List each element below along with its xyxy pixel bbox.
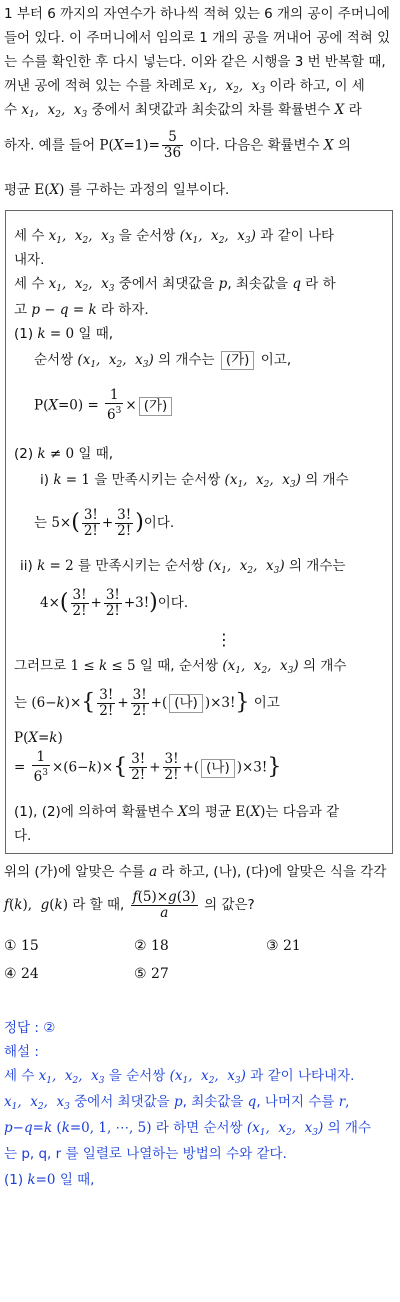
solution-line-4: 는 p, q, r 를 일렬로 나열하는 방법의 수와 같다.: [4, 1146, 287, 1162]
case-label: (1): [14, 326, 34, 342]
box-text: 는: [14, 695, 28, 711]
question-text: 위의 (가)에 알맞은 수를: [4, 864, 145, 880]
intro-text: 를 구하는 과정의 일부이다.: [68, 182, 230, 198]
box-line-1: 세 수 $x_1$, $x_2$, $x_3$ 을 순서쌍 ($x_1$, $x_2$, $x_3$) 과 같이 나타: [14, 228, 335, 246]
intro-text: 수: [4, 102, 18, 118]
intro-text: 중에서 최댓값과 최솟값의 차를 확률변수: [91, 102, 331, 118]
intro-text: 하자. 예를 들어: [4, 137, 96, 154]
intro-text: 평균: [4, 182, 31, 198]
solution-text: 의 개수: [327, 1120, 371, 1136]
box-text: 의 개수는: [288, 558, 346, 574]
case-label: i): [40, 472, 50, 488]
intro-text: 라: [348, 102, 362, 118]
box-text: 을 만족시키는 순서쌍: [94, 472, 221, 488]
box-text: 과 같이 나타: [260, 228, 335, 244]
solution-heading: 해설 :: [4, 1044, 39, 1060]
subcase-ii-line-2: 4×( $\frac{3!}{2!}$ + $\frac{3!}{2!}$ +3!)이다.: [40, 586, 189, 619]
solution-line-5: (1) k=0 일 때,: [4, 1172, 95, 1188]
box-text: 세 수: [14, 276, 45, 292]
question-text: 라 할 때,: [72, 897, 125, 913]
box-text: 일 때,: [78, 446, 114, 462]
box-text: 고: [14, 302, 28, 318]
box-text: 는: [34, 515, 48, 531]
solution-text: 을 순서쌍: [108, 1068, 166, 1084]
intro-text: 의: [337, 137, 351, 154]
case-label: (2): [14, 446, 34, 462]
intro-line-4: 꺼낸 공에 적혀 있는 수를 차례로 $x_1$, $x_2$, $x_3$ 이라 하고, 이 세: [4, 78, 365, 96]
blank-ga-box: (가): [139, 397, 173, 416]
box-line-3: 세 수 $x_1$, $x_2$, $x_3$ 중에서 최댓값을 p, 최솟값을 q 라 하: [14, 276, 336, 294]
blank-ga-box: (가): [221, 351, 255, 370]
intro-line-5: 수 $x_1$, $x_2$, $x_3$ 중에서 최댓값과 최솟값의 차를 확률변수 X 라: [4, 102, 362, 120]
expect-line-1: (1), (2)에 의하여 확률변수 X의 평균 E(X)는 다음과 같: [14, 804, 340, 820]
blank-na-box: (나): [201, 759, 235, 778]
box-text: 는 다음과 같: [265, 804, 340, 820]
answer-line: 정답 : ②: [4, 1020, 56, 1036]
box-line-2: 내자.: [14, 252, 45, 268]
solution-text: (1): [4, 1172, 24, 1188]
box-text: 이다.: [157, 595, 189, 611]
box-text: 이고,: [260, 352, 292, 368]
case-1-count: 순서쌍 ($x_1$, $x_2$, $x_3$) 의 개수는 (가) 이고,: [34, 352, 292, 370]
blank-na-box: (나): [169, 694, 203, 713]
case-1-prob: P(X=0) = $\frac{1}{6^3}$ × (가): [34, 388, 396, 423]
solution-line-3: p−q=k (k=0, 1, ⋯, 5) 라 하면 순서쌍 ($x_1$, $x_2$, $x_3$) 의 개수: [4, 1120, 371, 1138]
subcase-ii-line-1: ii) k = 2 를 만족시키는 순서쌍 ($x_1$, $x_2$, $x_3$) 의 개수는: [20, 558, 346, 576]
box-text: 세 수: [14, 228, 45, 244]
box-text: 의 개수: [305, 472, 349, 488]
solution-text: 세 수: [4, 1068, 35, 1084]
box-text: 의 개수는: [158, 352, 215, 368]
intro-line-1: 1 부터 6 까지의 자연수가 하나씩 적혀 있는 6 개의 공이 주머니에: [4, 6, 390, 22]
solution-text: 중에서 최댓값을: [74, 1094, 170, 1110]
box-text: 라 하자.: [100, 302, 149, 318]
solution-text: 라 하면 순서쌍: [155, 1120, 243, 1136]
box-text: 그러므로: [14, 658, 67, 674]
intro-line-7: 평균 E(X) 를 구하는 과정의 일부이다.: [4, 182, 230, 198]
question-text: 의 값은?: [204, 897, 255, 913]
prob-k-formula: = $\frac{1}{6^3}$ ×(6−k)×{ $\frac{3!}{2!}$ + $\frac{3!}{2!}$ +( (나) )×3!}: [14, 749, 282, 785]
solution-text: 일 때,: [59, 1172, 95, 1188]
option-3[interactable]: ③ 21: [266, 938, 301, 954]
box-text: 일 때,: [78, 326, 114, 342]
intro-text: 이라 하고, 이 세: [269, 78, 365, 94]
intro-text: 이다. 다음은 확률변수: [189, 137, 320, 154]
box-text: 라 하: [305, 276, 336, 292]
solution-line-1: 세 수 $x_1$, $x_2$, $x_3$ 을 순서쌍 ($x_1$, $x_2$, $x_3$) 과 같이 나타내자.: [4, 1068, 355, 1086]
option-5[interactable]: ⑤ 27: [134, 966, 169, 982]
intro-line-3: 는 수를 확인한 후 다시 넣는다. 이와 같은 시행을 3 번 반복할 때,: [4, 54, 386, 70]
total-line-2: 는 (6−k)×{ $\frac{3!}{2!}$ + $\frac{3!}{2!}$ +( (나) )×3!} 이고: [14, 686, 280, 719]
vertical-dots: ⋮: [216, 630, 232, 649]
option-4[interactable]: ④ 24: [4, 966, 39, 982]
box-text: 이고: [253, 695, 280, 711]
box-text: 를 만족시키는 순서쌍: [78, 558, 204, 574]
option-1[interactable]: ① 15: [4, 938, 39, 954]
intro-text: 꺼낸 공에 적혀 있는 수를 차례로: [4, 78, 195, 94]
box-text: 을 순서쌍: [118, 228, 176, 244]
question-line-1: 위의 (가)에 알맞은 수를 a 라 하고, (나), (다)에 알맞은 식을 각각: [4, 864, 387, 880]
box-text: , 최솟값을: [227, 276, 289, 292]
box-text: (1), (2)에 의하여 확률변수: [14, 804, 174, 820]
case-1-heading: (1) k = 0 일 때,: [14, 326, 114, 342]
box-line-4: 고 p − q = k 라 하자.: [14, 302, 149, 318]
case-2-heading: (2) k ≠ 0 일 때,: [14, 446, 114, 462]
box-text: 의 평균: [187, 804, 232, 820]
box-text: 이다.: [143, 515, 175, 531]
box-text: 의 개수: [302, 658, 347, 674]
solution-text: 과 같이 나타내자.: [250, 1068, 355, 1084]
solution-text: , 나머지 수를: [256, 1094, 335, 1110]
expect-line-2: 다.: [14, 828, 32, 844]
box-text: 일 때, 순서쌍: [139, 658, 219, 674]
question-line-2: f(k), g(k) 라 할 때, $\frac{f(5)\times g(3)}{a}$ 의 값은?: [4, 888, 255, 921]
prob-k-label: P(X=k): [14, 730, 63, 746]
case-label: ii): [20, 558, 33, 574]
question-text: 라 하고, (나), (다)에 알맞은 식을 각각: [161, 864, 387, 880]
solution-line-2: $x_1$, $x_2$, $x_3$ 중에서 최댓값을 p, 최솟값을 q, 나머지 수를 r,: [4, 1094, 350, 1112]
option-2[interactable]: ② 18: [134, 938, 169, 954]
subcase-i-line-2: 는 5×( $\frac{3!}{2!}$ + $\frac{3!}{2!}$ )이다.: [34, 506, 175, 539]
solution-text: , 최솟값을: [182, 1094, 244, 1110]
box-text: 순서쌍: [34, 352, 74, 368]
intro-line-6: 하자. 예를 들어 P(X=1)= $\frac{5}{36}$ 이다. 다음은 확률변수 X 의: [4, 129, 351, 161]
intro-line-2: 들어 있다. 이 주머니에서 임의로 1 개의 공을 꺼내어 공에 적혀 있: [4, 30, 391, 46]
subcase-i-line-1: i) k = 1 을 만족시키는 순서쌍 ($x_1$, $x_2$, $x_3$) 의 개수: [40, 472, 349, 490]
box-text: 중에서 최댓값을: [118, 276, 215, 292]
total-line-1: 그러므로 1 ≤ k ≤ 5 일 때, 순서쌍 ($x_1$, $x_2$, $x_3$) 의 개수: [14, 658, 347, 676]
